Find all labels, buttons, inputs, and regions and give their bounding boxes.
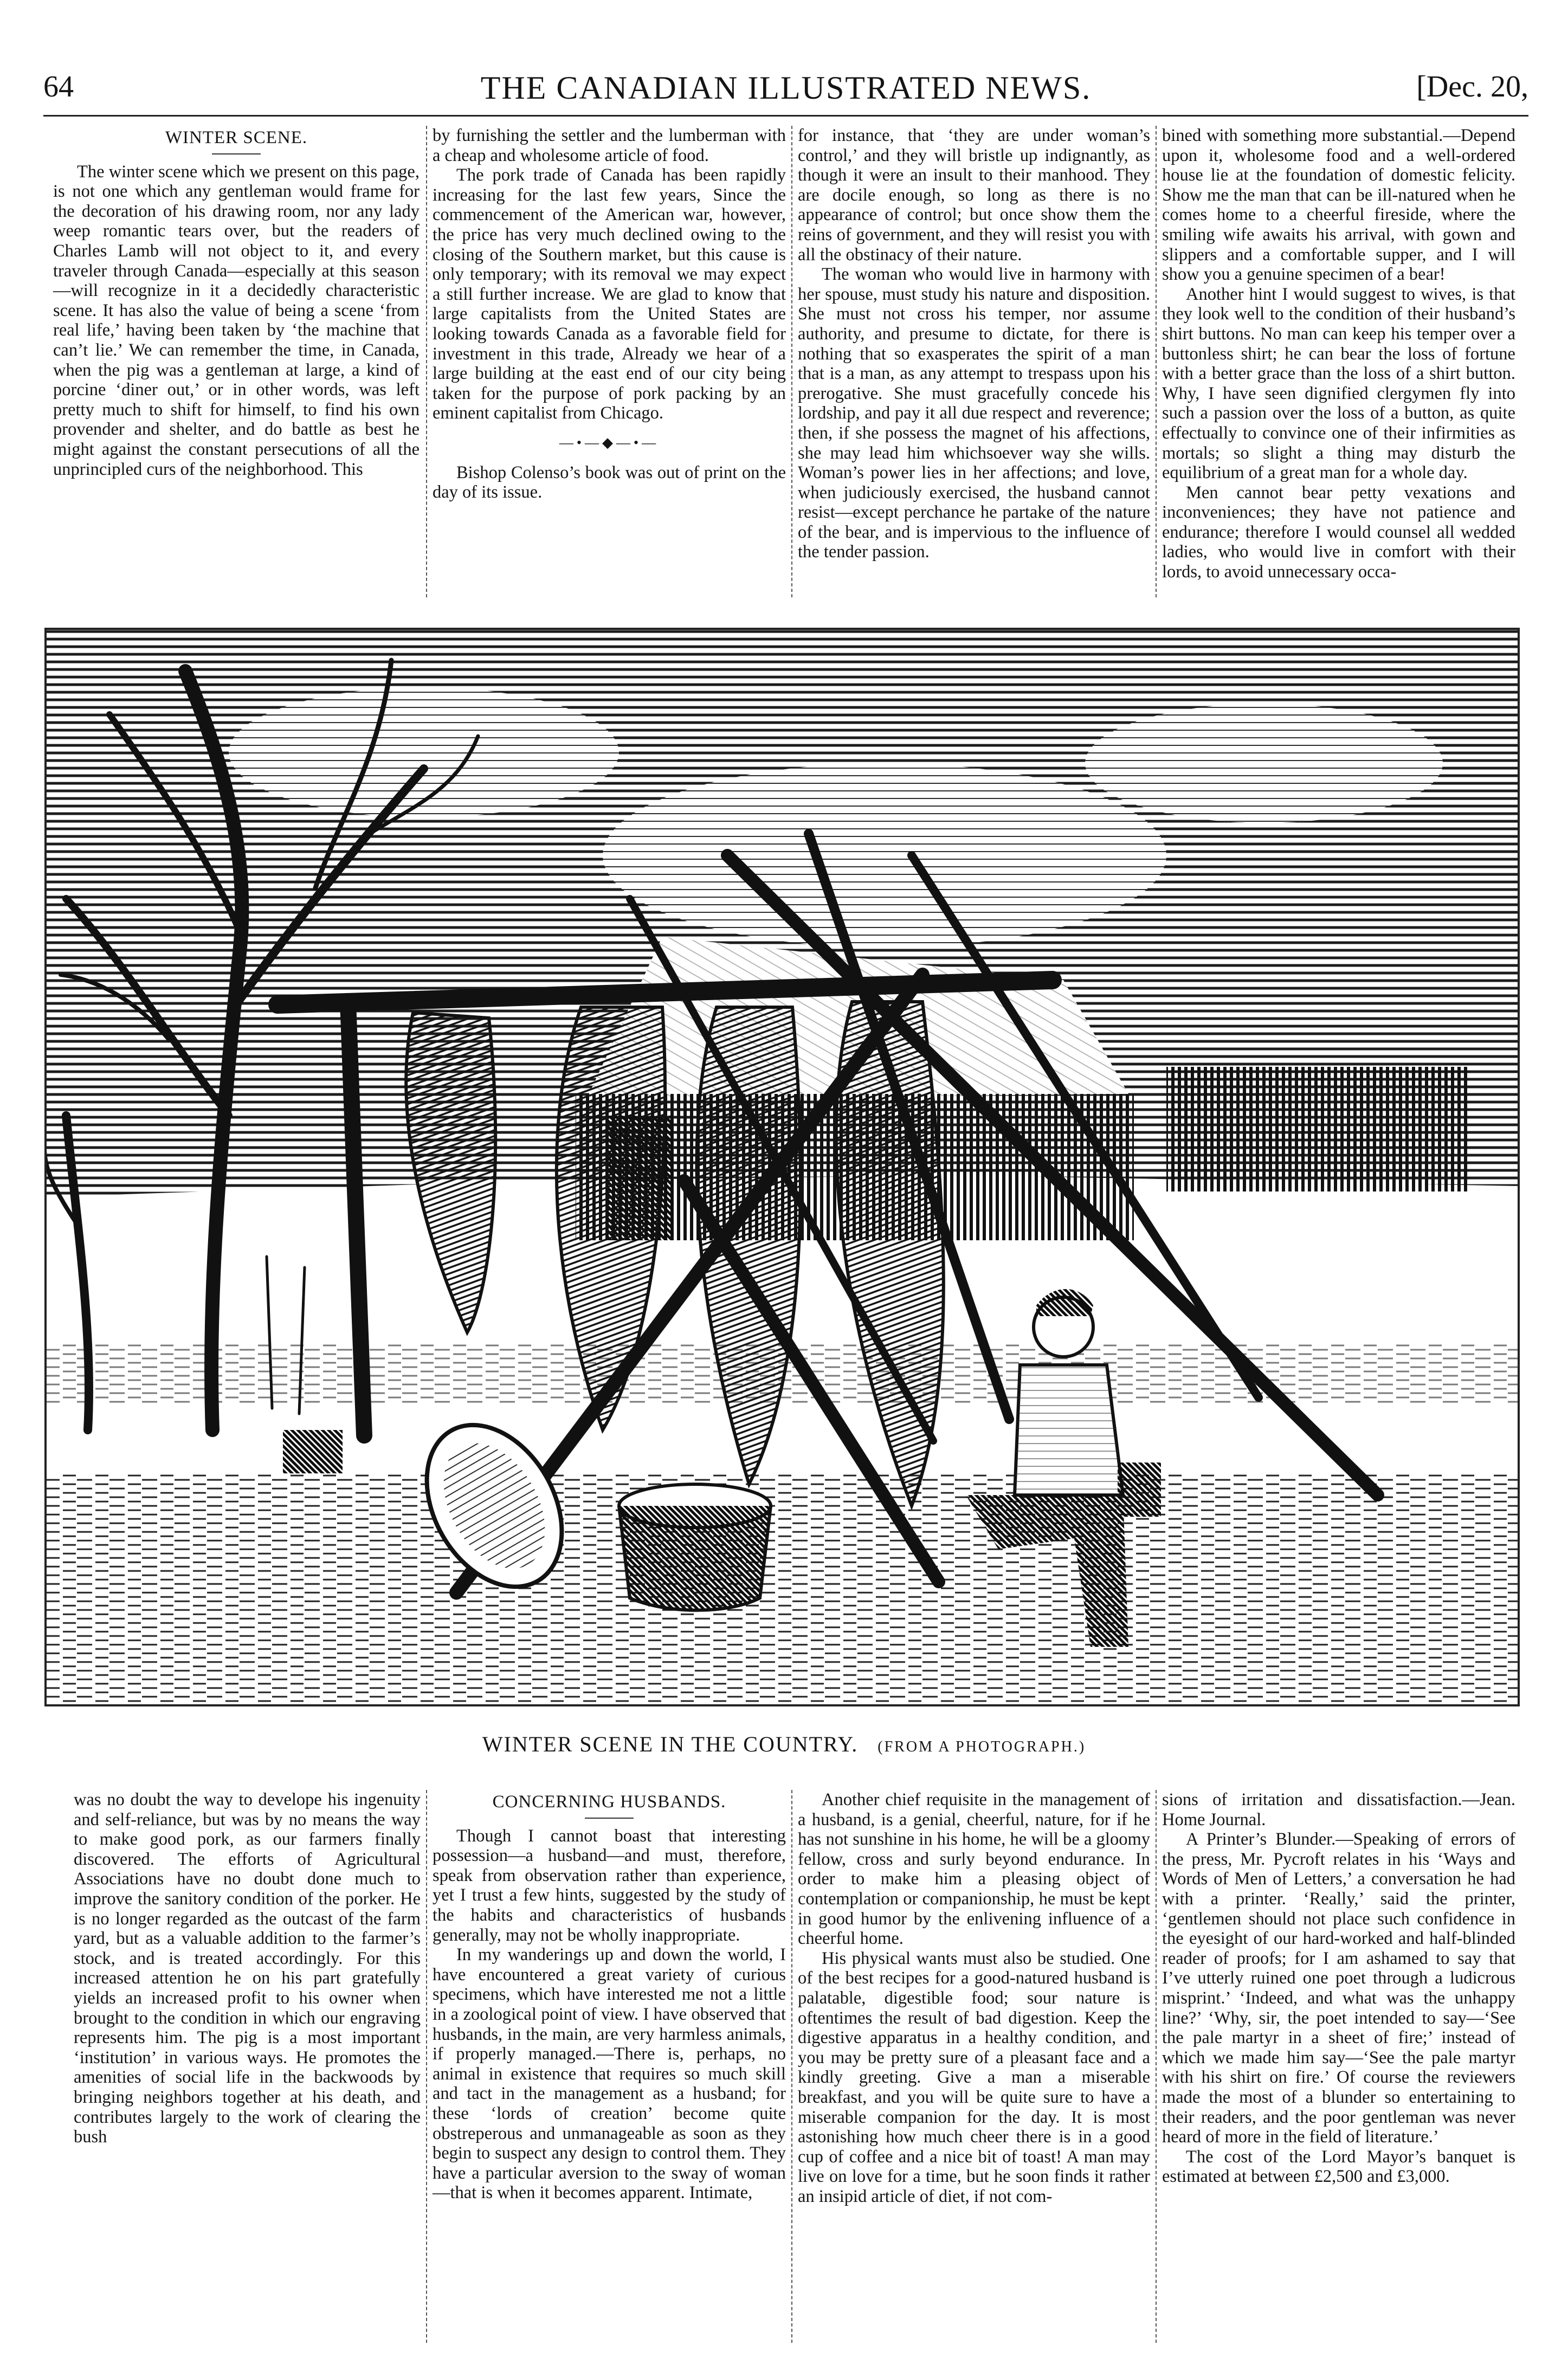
column-bottom-3 [798, 1790, 1150, 2206]
column-bottom-4 [1162, 1790, 1515, 2187]
paragraph: Though I cannot boast that interesting possession—a husband—and must, therefore, speak from observation rather than experience, yet I trust a few hints, suggested by the study of the habits and characteristics of husbands generally, may not be wholly inappropriate. [433, 1826, 786, 1945]
caption-source: (FROM A PHOTOGRAPH.) [877, 1738, 1086, 1755]
paragraph: In my wanderings up and down the world, I have encountered a great variety of curious specimens, which have interested me not a little in a zoological point of view. I have observed that husbands, in the main, are very harmless animals, if properly managed.—There is, perhaps, no animal in existence that requires so much skill and tact in the management as a husband; for these ‘lords of creation’ become quite obstreperous and unmanageable as soon as they begin to suspect any design to control them. They have a particular aversion to the sway of woman—that is when it becomes apparent. Intimate, [433, 1945, 786, 2203]
paragraph: Men cannot bear petty vexations and inconveniences; they have not patience and endurance; therefore I would counsel all wedded ladies, who would live in comfort with their lords, to avoid unnecessary occa- [1162, 482, 1515, 582]
column-divider [1156, 126, 1157, 597]
column-bottom-2 [433, 1790, 786, 2203]
paragraph: Another chief requisite in the management of a husband, is a genial, cheerful, nature, for if he has not sunshine in his home, he will be a gloomy fellow, cross and surly beyond endurance. In order to make him a pleasing object of contemplation or companionship, he must be kept in good humor by the enlivening influence of a cheerful home. [798, 1790, 1150, 1949]
column-divider [791, 126, 792, 597]
paragraph: The cost of the Lord Mayor’s banquet is estimated at between £2,500 and £3,000. [1162, 2147, 1515, 2187]
paragraph: Another hint I would suggest to wives, is that they look well to the condition of their husband’s shirt buttons. No man can keep his temper over a buttonless shirt; he can bear the loss of fortune with a better grace than the loss of a shirt button. Why, I have seen dignified clergymen fly into such a passion over the loss of a button, as quite effectually to convince one of their infirmities as mortals; so slight a thing may disturb the equilibrium of a great man for a whole day. [1162, 284, 1515, 483]
column-divider [426, 126, 427, 597]
column-divider [1156, 1790, 1157, 2343]
newspaper-title: THE CANADIAN ILLUSTRATED NEWS. [480, 70, 1092, 106]
column-divider [791, 1790, 792, 2343]
ornament-divider: —•—◆—•— [559, 434, 660, 450]
column-top-1 [53, 126, 420, 479]
caption-title: WINTER SCENE IN THE COUNTRY. [482, 1732, 859, 1756]
column-bottom-1 [74, 1790, 421, 2147]
article-heading-winter-scene: WINTER SCENE. [165, 128, 308, 147]
paragraph: was no doubt the way to develope his ingenuity and self-reliance, but was by no means the way to make good pork, as our farmers finally discovered. The efforts of Agricultural Associations have no doubt done much to improve the sanitory condition of the porker. He is no longer regarded as the outcast of the farm yard, but as a valuable addition to the farmer’s stock, and is treated accordingly. For this increased attention he on his part gratefully yields an increased profit to his owner when brought to the condition in which our engraving represents him. The pig is a most important ‘institution’ in various ways. He promotes the amenities of social life in the backwoods by bringing neighbors together at his death, and contributes largely to the work of clearing the bush [74, 1790, 421, 2147]
paragraph: by furnishing the settler and the lumberman with a cheap and wholesome article of food. [433, 126, 786, 165]
paragraph: The woman who would live in harmony with her spouse, must study his nature and disposition. She must not cross his temper, nor assume authority, and presume to dictate, for there is nothing that so exasperates the spirit of a man that is a man, as any attempt to trespass upon his prerogative. She must gracefully concede his lordship, and pay it all due respect and reverence; then, if she possess the magnet of his affections, she may lead him whichsoever way she wills. Woman’s power lies in her affections; and love, when judiciously exercised, the husband cannot resist—except perchance he partake of the nature of the bear, and is impervious to the influence of the tender passion. [798, 265, 1150, 562]
paragraph: The pork trade of Canada has been rapidly increasing for the last few years, Since the commencement of the American war, however, the price has very much declined owing to the closing of the Southern market, but this cause is only temporary; with its removal we may expect a still further increase. We are glad to know that large capitalists from the United States are looking towards Canada as a favorable field for investment in this trade, Already we hear of a large building at the east end of our city being taken for the purpose of pork packing by an eminent capitalist from Chicago. [433, 165, 786, 423]
column-divider [426, 1790, 427, 2343]
engraving-winter-scene [44, 628, 1520, 1706]
paragraph: for instance, that ‘they are under woman’s control,’ and they will bristle up indignantly, as though it were an insult to their manhood. They are docile enough, so long as there is no appearance of control; but once show them the reins of government, and they will resist you with all the obstinacy of their nature. [798, 126, 1150, 265]
masthead [43, 69, 1528, 113]
masthead-rule [43, 115, 1528, 117]
heading-rule [585, 1818, 634, 1819]
illustration-caption [0, 1731, 1568, 1757]
paragraph: A Printer’s Blunder.—Speaking of errors of the press, Mr. Pycroft relates in his ‘Ways and Words of Men of Letters,’ a conversation he had with a printer. ‘Really,’ said the printer, ‘gentlemen should not place such confidence in the eyesight of our hard-worked and half-blinded reader of proofs; for I am ashamed to say that I’ve utterly ruined one poet through a ludicrous misprint.’ ‘Indeed, and what was the unhappy line?’ ‘Why, sir, the poet intended to say—‘See the pale martyr in a sheet of fire;’ instead of which we made him say—‘See the pale martyr with his shirt on fire.’ Of course the reviewers made the most of a blunder so entertaining to their readers, and the poor gentleman was never heard of more in the field of literature.’ [1162, 1830, 1515, 2147]
paragraph: sions of irritation and dissatisfaction.—Jean. Home Journal. [1162, 1790, 1515, 1830]
paragraph: His physical wants must also be studied. One of the best recipes for a good-natured husband is palatable, digestible food; sour nature is oftentimes the result of bad digestion. Keep the digestive apparatus in a healthy condition, and you may be pretty sure of a pleasant face and a kindly greeting. Give a man a miserable breakfast, and you will be quite sure to have a miserable companion for the day. It is most astonishing how much cheer there is in a good cup of coffee and a nice bit of toast! A man may live on love for a time, but he soon finds it rather an insipid article of diet, if not com- [798, 1948, 1150, 2206]
page-number: 64 [43, 70, 74, 104]
heading-rule [212, 153, 261, 154]
paragraph: bined with something more substantial.—Depend upon it, wholesome food and a well-ordered house lie at the foundation of domestic felicity. Show me the man that can be ill-natured when he comes home to a cheerful fireside, where the smiling wife awaits his arrival, with gown and slippers and a comfortable supper, and I will show you a genuine specimen of a bear! [1162, 126, 1515, 285]
paragraph: Bishop Colenso’s book was out of print on the day of its issue. [433, 462, 786, 503]
issue-date: [Dec. 20, [1416, 70, 1528, 104]
column-top-4 [1162, 126, 1515, 582]
column-top-3 [798, 126, 1150, 562]
column-top-2 [433, 126, 786, 503]
article-heading-concerning-husbands: CONCERNING HUSBANDS. [492, 1792, 726, 1812]
paragraph: The winter scene which we present on this page, is not one which any gentleman would frame for the decoration of his drawing room, nor any lady weep romantic tears over, but the readers of Charles Lamb will not object to it, and every traveler through Canada—especially at this season—will recognize in it a decidedly characteristic scene. It has also the value of being a scene ‘from real life,’ having been taken by ‘the machine that can’t lie.’ We can remember the time, in Canada, when the pig was a gentleman at large, a kind of porcine ‘diner out,’ or in other words, was left pretty much to shift for himself, to find his own provender and shelter, and do battle as best he might against the constant persecutions of all the unprincipled curs of the neighborhood. This [53, 162, 420, 479]
